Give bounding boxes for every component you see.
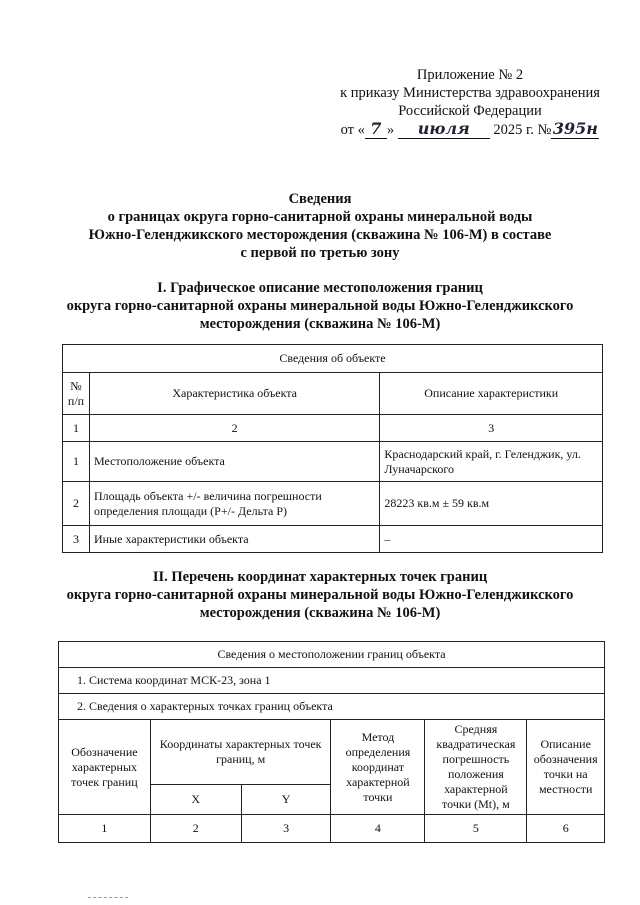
col-method-header: Метод определения координат характерной точки (331, 720, 425, 815)
col-characteristic-header: Характеристика объекта (89, 373, 379, 415)
page-edge-mark (88, 897, 128, 899)
col-num-header: № п/п (63, 373, 90, 415)
order-year: 2025 г. № (493, 122, 552, 138)
order-month: июля (398, 120, 490, 139)
col-coordinates-header: Координаты характерных точек границ, м (150, 720, 331, 785)
col-description-header: Описание характеристики (380, 373, 603, 415)
col-x-header: X (150, 784, 241, 814)
boundary-coordinates-table (58, 641, 605, 843)
index-row: 1 2 3 (63, 415, 603, 442)
order-date-line: от « 7 » июля 2025 г. №395н (340, 119, 598, 138)
appendix-number: Приложение № 2 (416, 67, 524, 83)
document-title: Сведения о границах округа горно-санитарной охраны минеральной воды Южно-Геленджикского месторождения (скважина № 106-М) в составе с первой по третью зону (88, 191, 552, 261)
col-error-header: Средняя квадратическая погрешность положения характерной точки (Mt), м (425, 720, 527, 815)
boundary-caption: Сведения о местоположении границ объекта (59, 642, 605, 668)
order-federation-line: Российской Федерации (398, 103, 542, 119)
table-row: 2 Площадь объекта +/- величина погрешности определения площади (Р+/- Дельта Р) 28223 кв.м ± 59 кв.м (63, 482, 603, 526)
section-2-heading: II. Перечень координат характерных точек границ округа горно-санитарной охраны минеральной воды Южно-Геленджикского месторождения (скважина № 106-М) (66, 569, 574, 621)
section-1-heading: I. Графическое описание местоположения границ округа горно-санитарной охраны минеральной воды Южно-Геленджикского месторождения (скважина № 106-М) (66, 280, 574, 332)
order-day: 7 (365, 120, 387, 139)
coordinate-system-row: 1. Система координат МСК-23, зона 1 (59, 668, 605, 694)
appendix-header (330, 66, 610, 139)
table-row: 3 Иные характеристики объекта – (63, 526, 603, 553)
characteristic-points-row: 2. Сведения о характерных точках границ объекта (59, 694, 605, 720)
table-row: 1 Местоположение объекта Краснодарский край, г. Геленджик, ул. Луначарского (63, 442, 603, 482)
col-location-description-header: Описание обозначения точки на местности (527, 720, 605, 815)
object-info-caption: Сведения об объекте (63, 345, 603, 373)
object-info-table (62, 344, 603, 553)
col-designation-header: Обозначение характерных точек границ (59, 720, 151, 815)
index-row: 1 2 3 4 5 6 (59, 815, 605, 843)
col-y-header: Y (241, 784, 331, 814)
order-number: 395н (552, 119, 598, 138)
order-ministry-line: к приказу Министерства здравоохранения (340, 85, 600, 101)
